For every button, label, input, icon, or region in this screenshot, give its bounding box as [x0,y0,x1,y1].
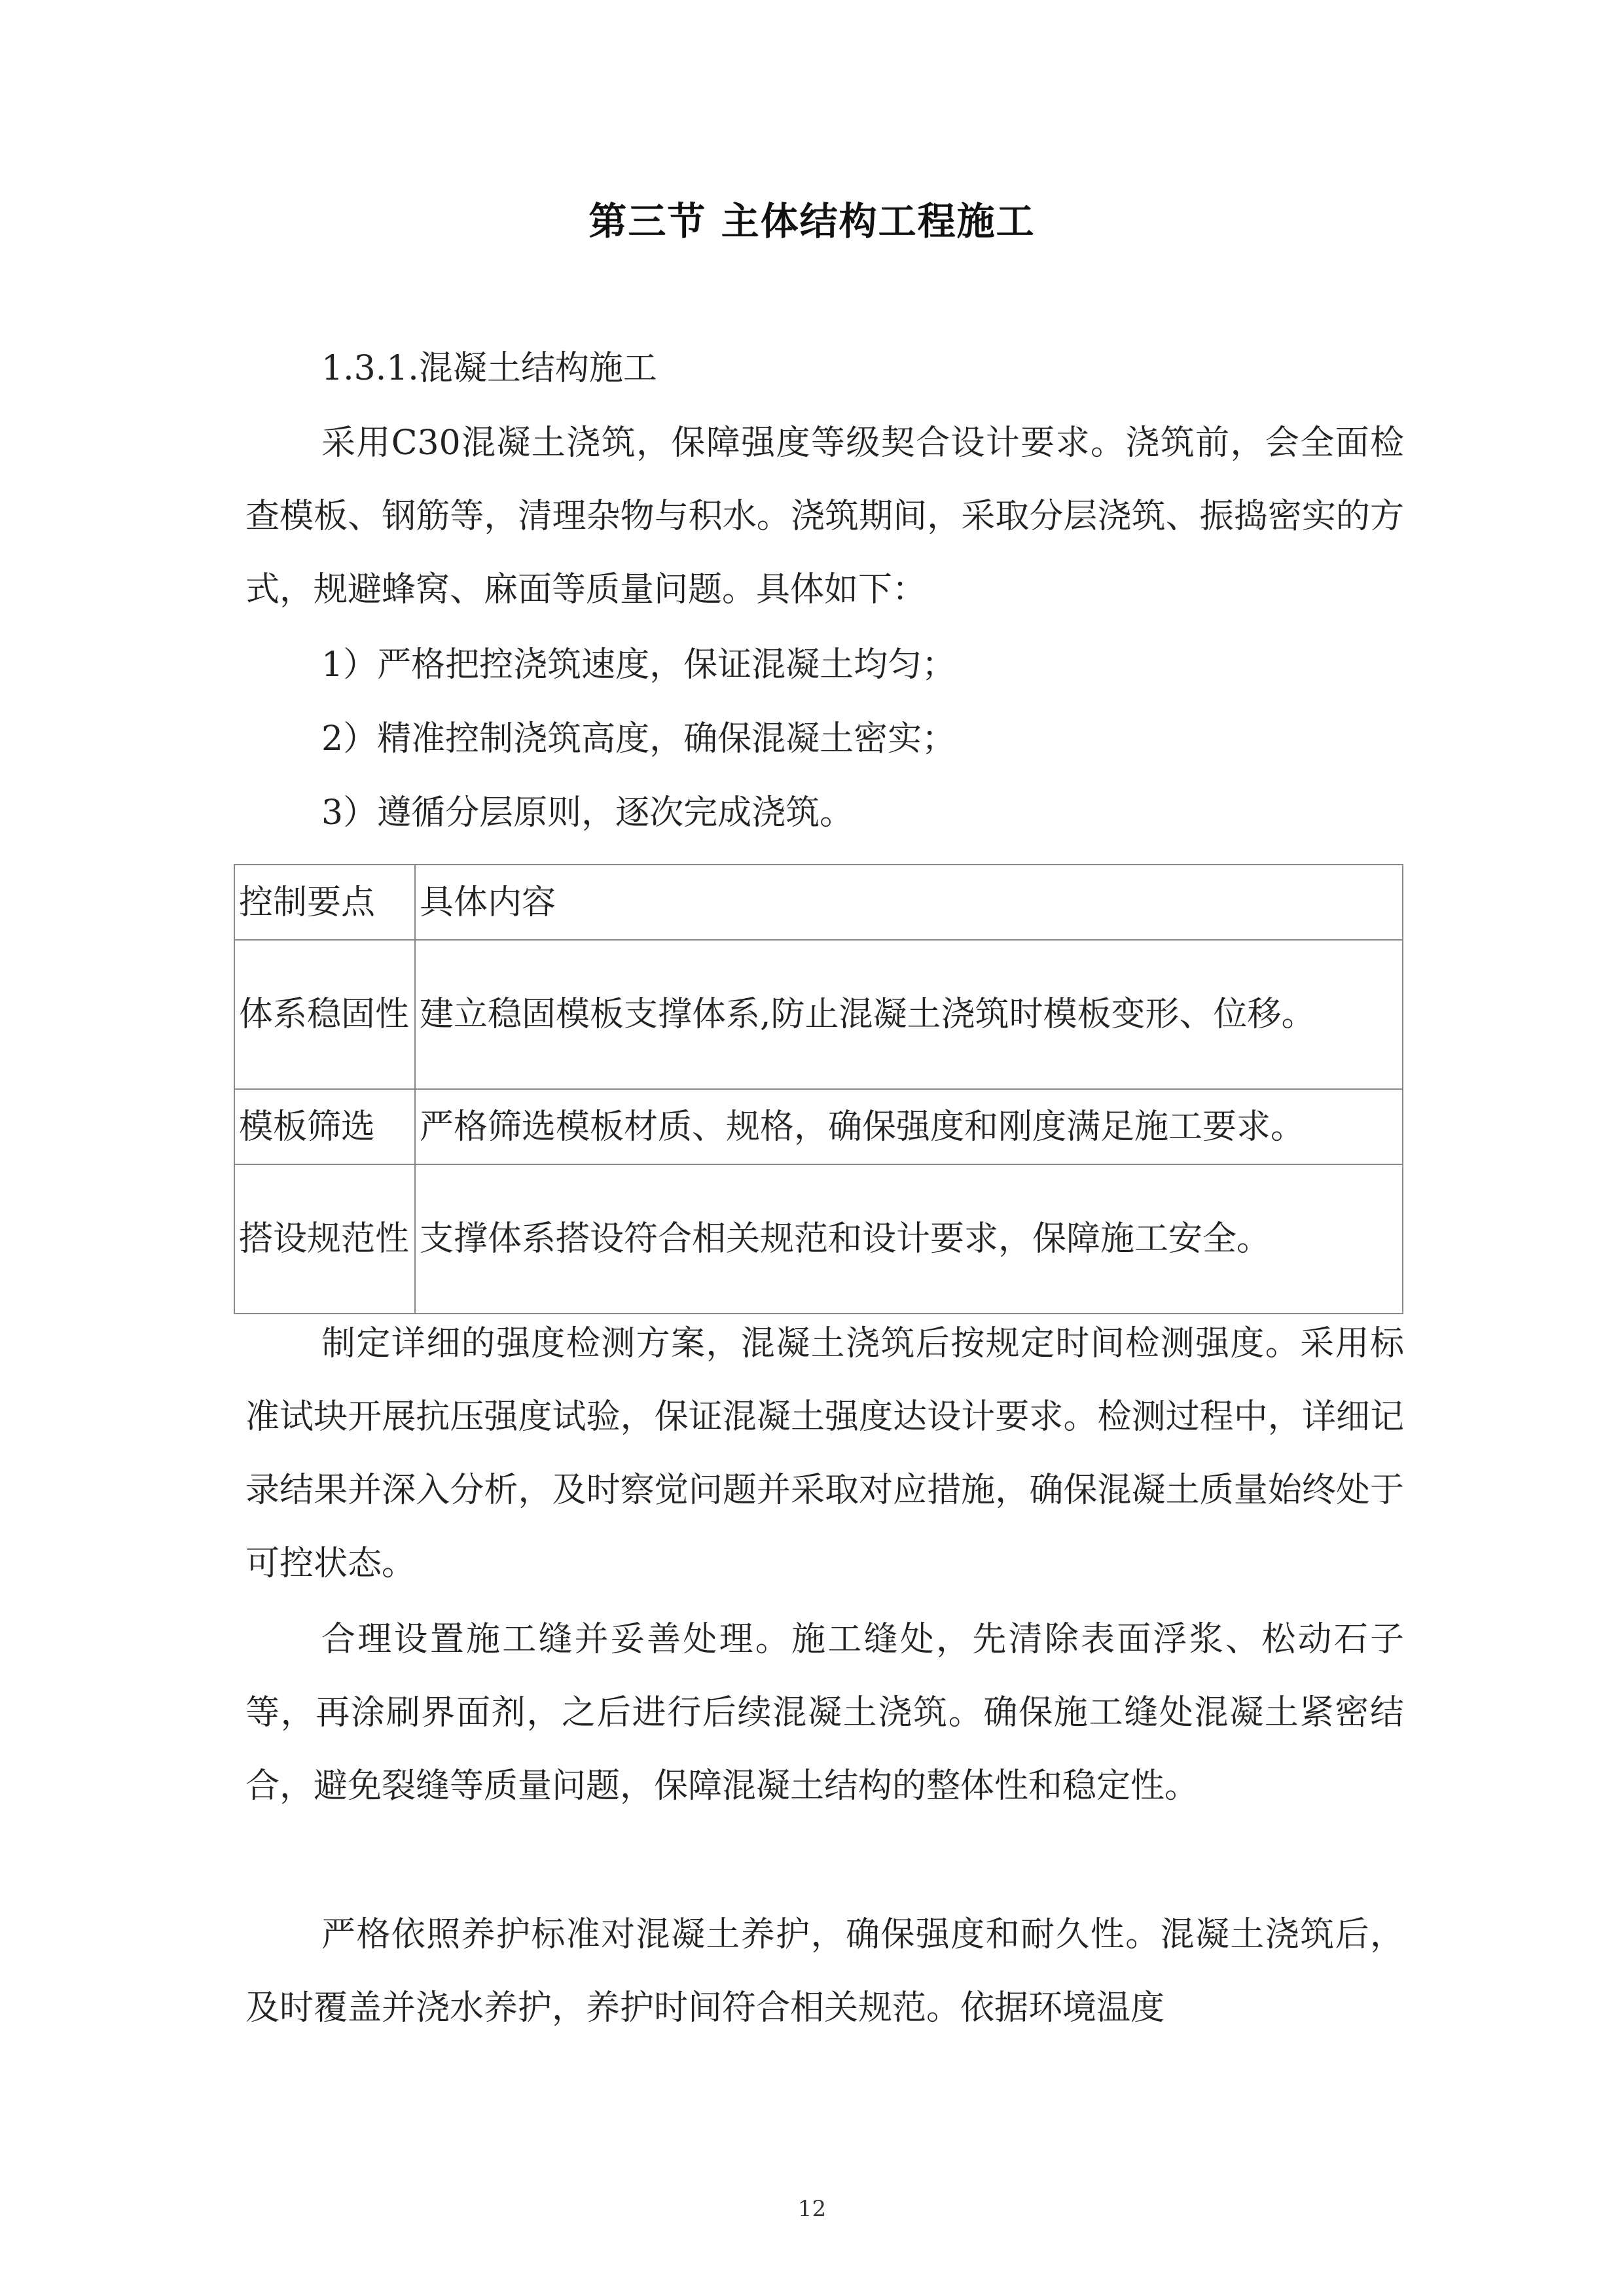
table-cell: 搭设规范性 [234,1164,415,1314]
table-cell: 体系稳固性 [234,940,415,1089]
paragraph-pouring: 采用C30混凝土浇筑，保障强度等级契合设计要求。浇筑前，会全面检查模板、钢筋等，清理杂物与积水。浇筑期间，采取分层浇筑、振捣密实的方式，规避蜂窝、麻面等质量问题。具体如下： [245,423,1404,609]
page-title: 第三节 主体结构工程施工 [588,199,1036,243]
table-row [234,940,1403,1089]
table-cell: 严格筛选模板材质、规格，确保强度和刚度满足施工要求。 [415,1089,1403,1164]
table-row [234,1164,1403,1314]
table-header-cell: 具体内容 [415,865,1403,940]
table-row [234,1089,1403,1164]
table-header-row [234,865,1403,940]
table-cell: 建立稳固模板支撑体系,防止混凝土浇筑时模板变形、位移。 [415,940,1403,1089]
control-points-table [234,864,1403,1314]
list-item: 3）遵循分层原则，逐次完成浇筑。 [321,793,854,833]
paragraph-construction-joint: 合理设置施工缝并妥善处理。施工缝处，先清除表面浮浆、松动石子等，再涂刷界面剂，之后进行后续混凝土浇筑。确保施工缝处混凝土紧密结合，避免裂缝等质量问题，保障混凝土结构的整体性和稳定性。 [245,1620,1404,1806]
paragraph-curing: 严格依照养护标准对混凝土养护，确保强度和耐久性。混凝土浇筑后，及时覆盖并浇水养护，养护时间符合相关规范。依据环境温度 [245,1915,1404,2028]
list-item: 2）精准控制浇筑高度，确保混凝土密实； [321,719,956,759]
page-number: 12 [797,2196,827,2222]
table-cell: 模板筛选 [234,1089,415,1164]
table-cell: 支撑体系搭设符合相关规范和设计要求，保障施工安全。 [415,1164,1403,1314]
section-heading: 1.3.1.混凝土结构施工 [321,349,657,388]
table-header-cell: 控制要点 [234,865,415,940]
paragraph-strength-testing: 制定详细的强度检测方案，混凝土浇筑后按规定时间检测强度。采用标准试块开展抗压强度试验，保证混凝土强度达设计要求。检测过程中，详细记录结果并深入分析，及时察觉问题并采取对应措施，确保混凝土质量始终处于可控状态。 [245,1324,1404,1583]
list-item: 1）严格把控浇筑速度，保证混凝土均匀； [321,645,956,685]
